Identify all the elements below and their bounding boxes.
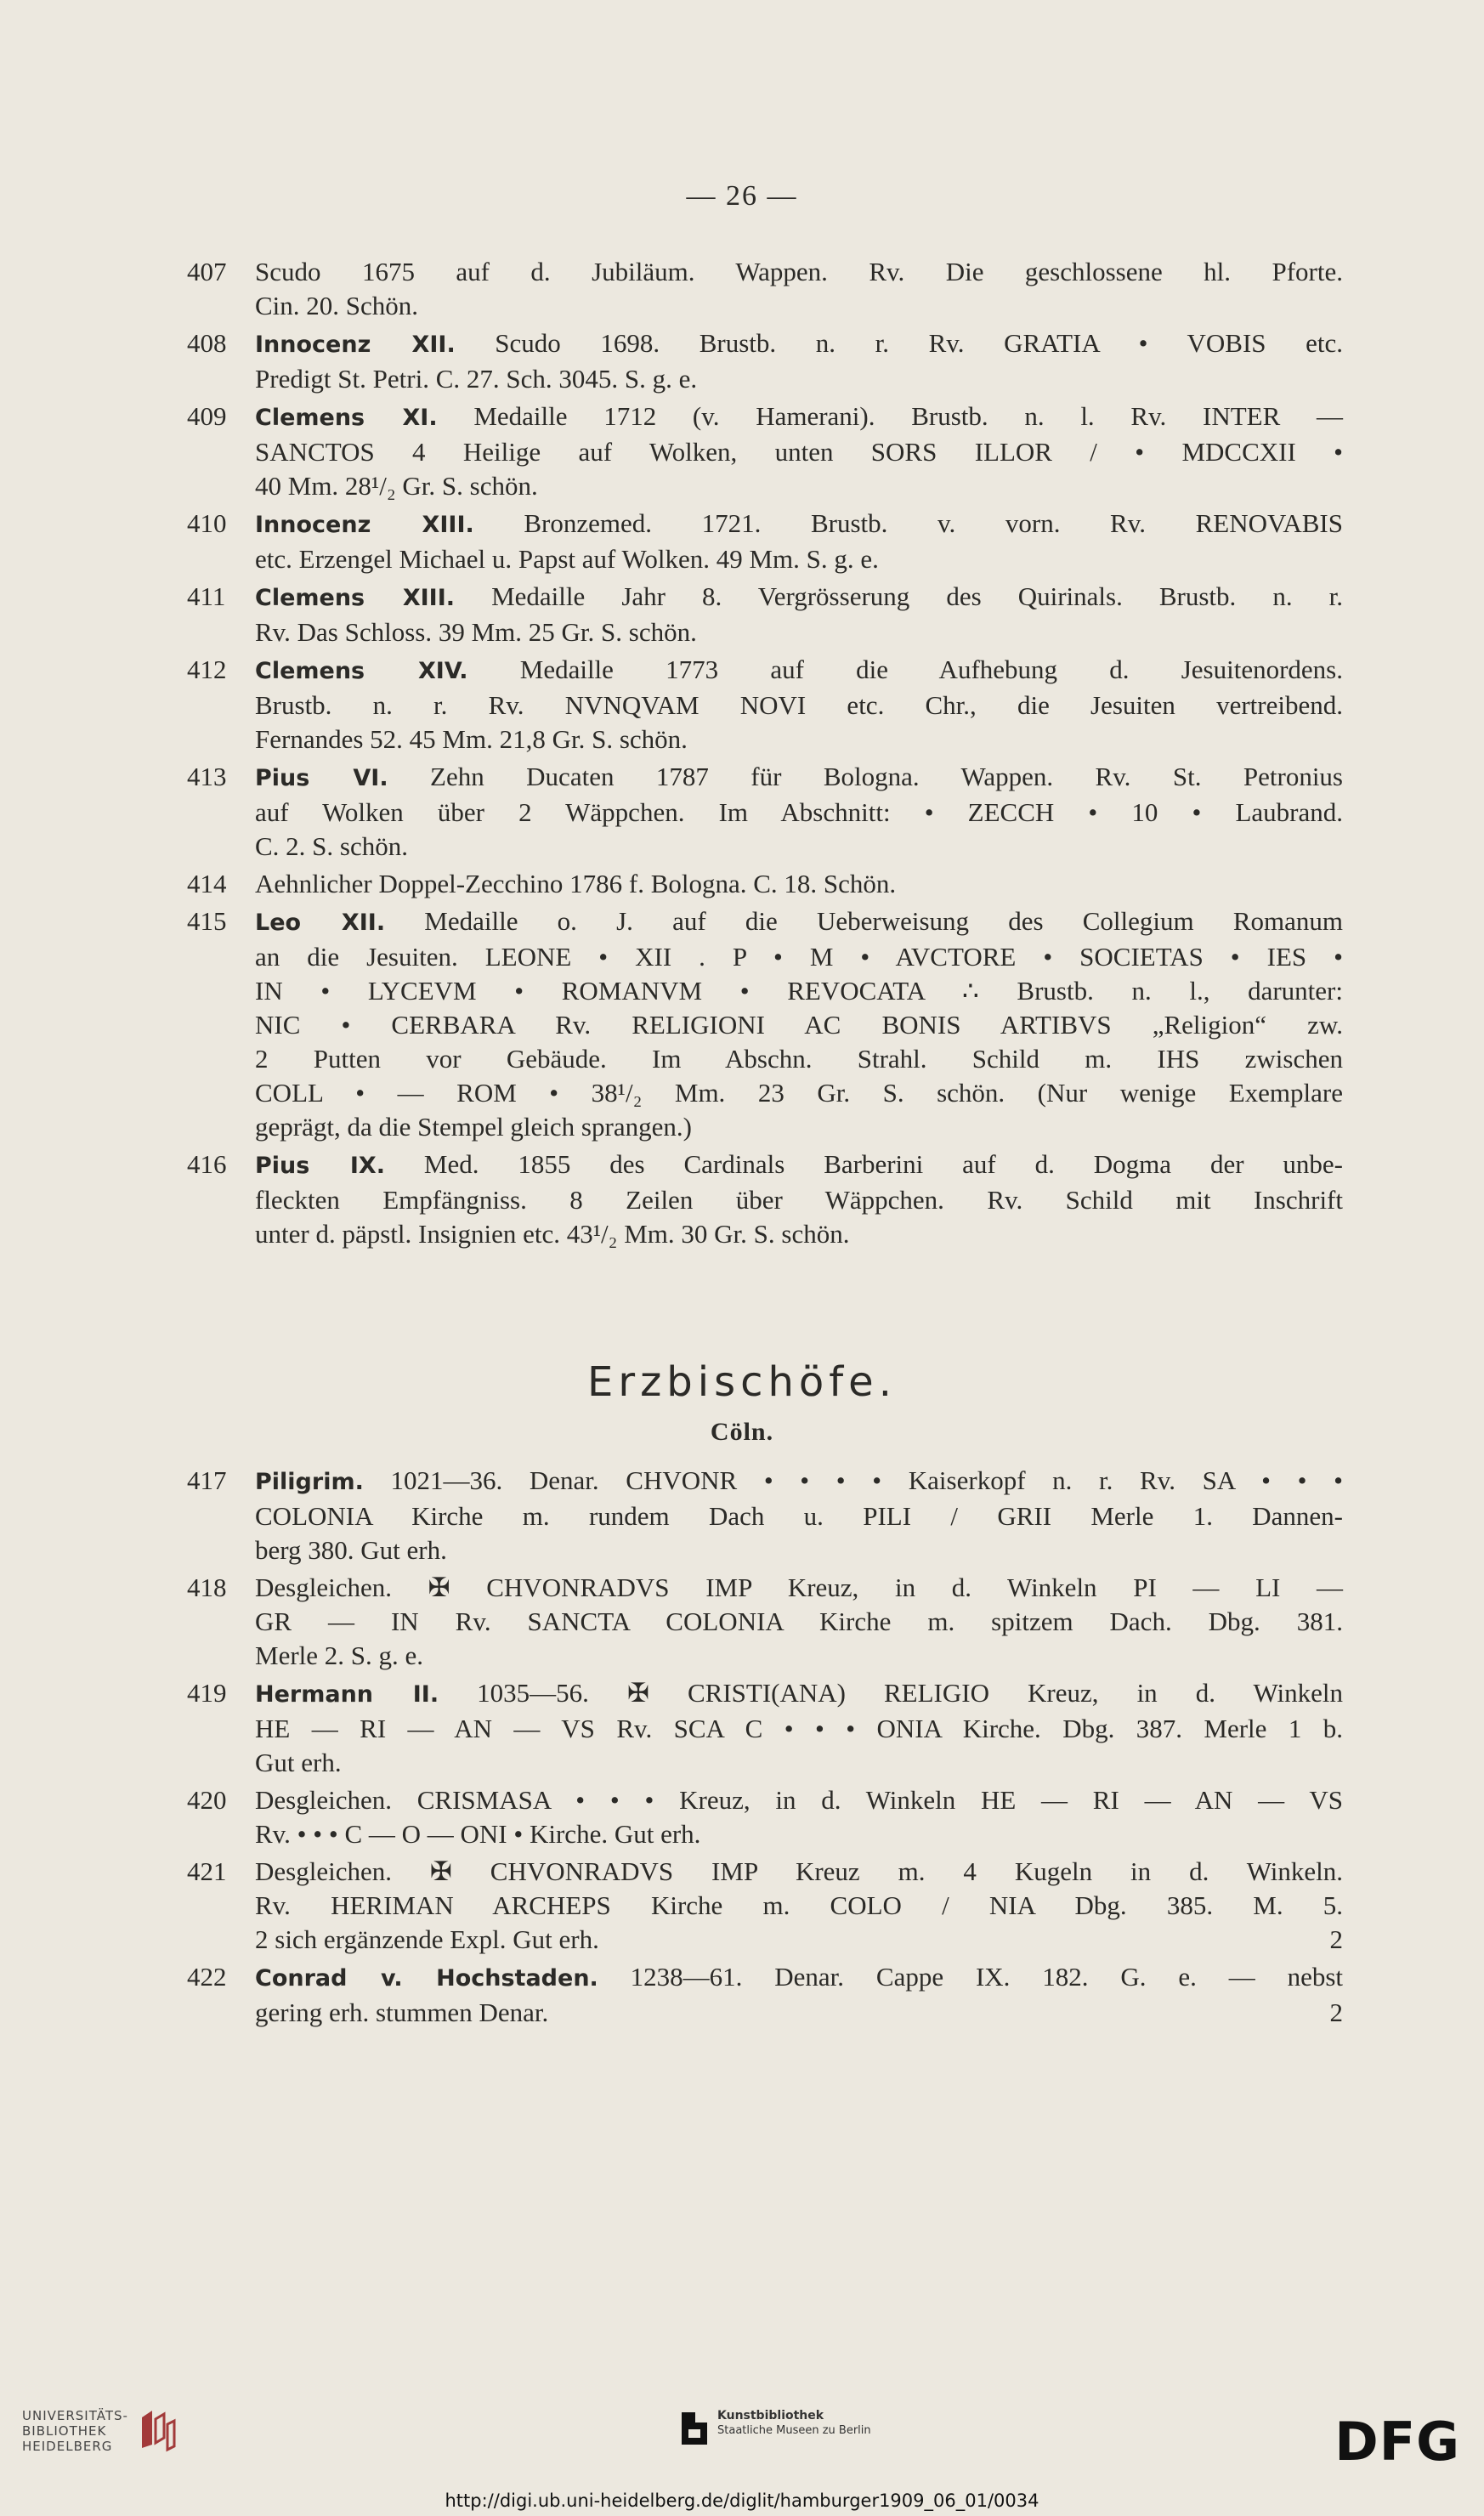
entry-line bbox=[255, 542, 1343, 576]
entry-number: 419 bbox=[187, 1678, 227, 1708]
entry-text: Predigt St. Petri. C. 27. Sch. 3045. S. g. e. bbox=[255, 364, 698, 394]
entry-text: Gut erh. bbox=[255, 1748, 342, 1777]
entry-line bbox=[255, 580, 1343, 615]
entry-line bbox=[255, 1923, 1343, 1957]
entry-line bbox=[255, 1217, 1343, 1251]
entry-line bbox=[255, 507, 1343, 542]
source-url[interactable]: http://digi.ub.uni-heidelberg.de/diglit/hamburger1909_06_01/0034 bbox=[445, 2490, 1039, 2511]
entry-heading: Clemens XI. bbox=[255, 405, 438, 431]
entry-line bbox=[255, 796, 1343, 830]
entry-line bbox=[255, 1712, 1343, 1746]
entry-text: Cin. 20. Schön. bbox=[255, 291, 419, 320]
catalog-entry bbox=[187, 904, 1344, 1144]
entry-text: Fernandes 52. 45 Mm. 21,8 Gr. S. schön. bbox=[255, 724, 688, 754]
entry-text: Medaille Jahr 8. Vergrösserung des Quirinals. Brustb. n. r. bbox=[455, 581, 1344, 611]
entry-line bbox=[255, 1076, 1343, 1110]
entry-number: 413 bbox=[187, 762, 227, 791]
kunstbibliothek-logo bbox=[680, 2409, 871, 2446]
entry-number: 408 bbox=[187, 328, 227, 358]
entry-text: 2 Putten vor Gebäude. Im Abschn. Strahl. Schild m. IHS zwischen bbox=[255, 1044, 1343, 1074]
entry-number: 410 bbox=[187, 508, 227, 538]
university-library-logo bbox=[22, 2406, 179, 2456]
catalog-entry bbox=[187, 867, 1343, 901]
entry-text: fleckten Empfängniss. 8 Zeilen über Wäppchen. Rv. Schild mit Inschrift bbox=[255, 1185, 1343, 1215]
entry-line bbox=[255, 1960, 1343, 1996]
entry-text: COLL • — ROM • 38¹/₂ Mm. 23 Gr. S. schön. (Nur wenige Exemplare bbox=[255, 1078, 1343, 1108]
entry-line bbox=[255, 904, 1343, 940]
catalog-entry bbox=[187, 1783, 1343, 1851]
entry-number: 415 bbox=[187, 906, 227, 936]
entry-text: Desgleichen. ✠ CHVONRADVS IMP Kreuz, in d. Winkeln PI — LI — bbox=[255, 1572, 1343, 1602]
entry-heading: Hermann II. bbox=[255, 1681, 439, 1708]
entry-number: 409 bbox=[187, 401, 227, 431]
entry-text: 1035—56. ✠ CRISTI(ANA) RELIGIO Kreuz, in d. Winkeln bbox=[439, 1678, 1343, 1708]
entry-line bbox=[255, 1676, 1343, 1712]
entry-text: Medaille 1712 (v. Hamerani). Brustb. n. l. Rv. INTER — bbox=[437, 401, 1343, 431]
entry-text: an die Jesuiten. LEONE • XII . P • M • AVCTORE • SOCIETAS • IES • bbox=[255, 942, 1343, 972]
entry-text: Scudo 1698. Brustb. n. r. Rv. GRATIA • VOBIS etc. bbox=[455, 328, 1343, 358]
entry-text: auf Wolken über 2 Wäppchen. Im Abschnitt: • ZECCH • 10 • Laubrand. bbox=[255, 797, 1343, 827]
entry-text: Desgleichen. CRISMASA • • • Kreuz, in d. Winkeln HE — RI — AN — VS bbox=[255, 1785, 1343, 1815]
entry-text: Merle 2. S. g. e. bbox=[255, 1640, 424, 1670]
entry-text: 1238—61. Denar. Cappe IX. 182. G. e. — nebst bbox=[598, 1962, 1344, 1992]
entry-line bbox=[255, 830, 1343, 864]
entry-text: Brustb. n. r. Rv. NVNQVAM NOVI etc. Chr., die Jesuiten vertreibend. bbox=[255, 690, 1343, 720]
entry-text: gering erh. stummen Denar. bbox=[255, 1998, 549, 2027]
entry-line bbox=[255, 1148, 1343, 1183]
catalog-entries bbox=[187, 255, 1344, 1255]
entry-number: 422 bbox=[187, 1962, 227, 1992]
entry-line bbox=[255, 940, 1343, 974]
entry-line bbox=[255, 435, 1343, 469]
entry-line bbox=[255, 1008, 1343, 1042]
entry-heading: Leo XII. bbox=[255, 910, 386, 936]
entry-number: 414 bbox=[187, 869, 227, 898]
entry-line bbox=[255, 1464, 1343, 1499]
entry-text: NIC • CERBARA Rv. RELIGIONI AC BONIS ARTIBVS „Religion“ zw. bbox=[255, 1010, 1343, 1040]
entry-line bbox=[255, 760, 1343, 796]
catalog-entry bbox=[187, 653, 1343, 756]
kunstbibliothek-mark-icon bbox=[680, 2409, 709, 2446]
heidelberg-logo-icon bbox=[135, 2406, 179, 2456]
entry-line bbox=[255, 653, 1343, 688]
entry-line bbox=[255, 1499, 1343, 1533]
entry-heading: Conrad v. Hochstaden. bbox=[255, 1965, 598, 1992]
kunstbibliothek-text: Kunstbibliothek Staatliche Museen zu Berlin bbox=[717, 2409, 871, 2437]
entry-text: Rv. Das Schloss. 39 Mm. 25 Gr. S. schön. bbox=[255, 617, 697, 647]
entry-text: COLONIA Kirche m. rundem Dach u. PILI / GRII Merle 1. Dannen- bbox=[255, 1501, 1343, 1531]
entry-text: Bronzemed. 1721. Brustb. v. vorn. Rv. RENOVABIS bbox=[473, 508, 1343, 538]
entry-text: IN • LYCEVM • ROMANVM • REVOCATA ∴ Brustb. n. l., darunter: bbox=[255, 976, 1343, 1006]
entry-number: 416 bbox=[187, 1149, 227, 1179]
section-title: Erzbischöfe. bbox=[587, 1358, 897, 1406]
catalog-entry bbox=[187, 1148, 1344, 1251]
entry-line bbox=[255, 974, 1343, 1008]
entry-line bbox=[255, 688, 1343, 722]
entry-line bbox=[255, 1605, 1343, 1639]
entry-line bbox=[255, 255, 1343, 289]
catalog-entry bbox=[187, 760, 1343, 864]
entry-line bbox=[255, 1996, 1343, 2030]
entry-heading: Piligrim. bbox=[255, 1469, 364, 1495]
catalog-entry bbox=[187, 400, 1343, 503]
entry-line bbox=[255, 400, 1343, 435]
entry-text: GR — IN Rv. SANCTA COLONIA Kirche m. spitzem Dach. Dbg. 381. bbox=[255, 1606, 1343, 1636]
entry-number: 418 bbox=[187, 1572, 227, 1602]
page-number: — 26 — bbox=[686, 180, 798, 212]
university-library-text: UNIVERSITÄTS- BIBLIOTHEK HEIDELBERG bbox=[22, 2408, 128, 2454]
entry-heading: Innocenz XII. bbox=[255, 332, 456, 358]
entry-number: 417 bbox=[187, 1465, 227, 1495]
entry-text: Desgleichen. ✠ CHVONRADVS IMP Kreuz m. 4 Kugeln in d. Winkeln. bbox=[255, 1856, 1343, 1886]
entry-line bbox=[255, 1183, 1343, 1217]
entry-line bbox=[255, 1817, 1343, 1851]
entry-quantity: 2 bbox=[1329, 1998, 1343, 2027]
catalog-entry bbox=[187, 1855, 1343, 1957]
entry-text: Zehn Ducaten 1787 für Bologna. Wappen. Rv. St. Petronius bbox=[388, 762, 1343, 791]
catalog-entry bbox=[187, 326, 1343, 396]
entry-line bbox=[255, 326, 1343, 362]
entry-text: unter d. päpstl. Insignien etc. 43¹/₂ Mm. 30 Gr. S. schön. bbox=[255, 1219, 850, 1249]
entry-quantity: 2 bbox=[1329, 1924, 1343, 1954]
entry-line bbox=[255, 1571, 1343, 1605]
entry-line bbox=[255, 1042, 1343, 1076]
catalog-entry bbox=[187, 580, 1344, 649]
entry-text: Medaille o. J. auf die Ueberweisung des Collegium Romanum bbox=[385, 906, 1344, 936]
entry-line bbox=[255, 1110, 1343, 1144]
entry-line bbox=[255, 615, 1343, 649]
entry-line bbox=[255, 867, 1343, 901]
entry-text: 1021—36. Denar. CHVONR • • • • Kaiserkopf n. r. Rv. SA • • • bbox=[363, 1465, 1343, 1495]
catalog-entry bbox=[187, 1960, 1344, 2030]
entry-number: 421 bbox=[187, 1856, 227, 1886]
entry-line bbox=[255, 469, 1343, 503]
entry-text: berg 380. Gut erh. bbox=[255, 1535, 447, 1565]
entry-heading: Clemens XIII. bbox=[255, 585, 456, 611]
entry-line bbox=[255, 1533, 1343, 1567]
entry-line bbox=[255, 1746, 1343, 1780]
entry-line bbox=[255, 1783, 1343, 1817]
catalog-entry bbox=[187, 1464, 1343, 1567]
entry-text: Scudo 1675 auf d. Jubiläum. Wappen. Rv. Die geschlossene hl. Pforte. bbox=[255, 257, 1343, 286]
entry-line bbox=[255, 722, 1343, 756]
entry-text: Rv. HERIMAN ARCHEPS Kirche m. COLO / NIA Dbg. 385. M. 5. bbox=[255, 1890, 1343, 1920]
dfg-logo: DFG bbox=[1334, 2411, 1460, 2473]
entry-line bbox=[255, 1855, 1343, 1889]
entry-heading: Pius IX. bbox=[255, 1153, 386, 1179]
entry-text: C. 2. S. schön. bbox=[255, 831, 408, 861]
entry-text: Aehnlicher Doppel-Zecchino 1786 f. Bologna. C. 18. Schön. bbox=[255, 869, 897, 898]
entry-heading: Pius VI. bbox=[255, 765, 388, 791]
catalog-entry bbox=[187, 1571, 1343, 1673]
catalog-entry bbox=[187, 255, 1343, 323]
entry-text: 40 Mm. 28¹/₂ Gr. S. schön. bbox=[255, 471, 538, 501]
entry-line bbox=[255, 289, 1343, 323]
entry-number: 420 bbox=[187, 1785, 227, 1815]
entry-heading: Innocenz XIII. bbox=[255, 512, 474, 538]
entry-number: 411 bbox=[187, 581, 226, 611]
entry-text: Medaille 1773 auf die Aufhebung d. Jesuitenordens. bbox=[467, 654, 1343, 684]
entry-line bbox=[255, 1639, 1343, 1673]
entry-number: 412 bbox=[187, 654, 227, 684]
entry-text: SANCTOS 4 Heilige auf Wolken, unten SORS ILLOR / • MDCCXII • bbox=[255, 437, 1343, 467]
entry-text: geprägt, da die Stempel gleich sprangen.) bbox=[255, 1112, 692, 1142]
entry-line bbox=[255, 1889, 1343, 1923]
entry-text: Med. 1855 des Cardinals Barberini auf d. Dogma der unbe- bbox=[385, 1149, 1344, 1179]
entry-text: etc. Erzengel Michael u. Papst auf Wolken. 49 Mm. S. g. e. bbox=[255, 544, 879, 574]
entry-heading: Clemens XIV. bbox=[255, 658, 468, 684]
catalog-entries-cologne bbox=[187, 1464, 1344, 2033]
entry-number: 407 bbox=[187, 257, 227, 286]
entry-text: HE — RI — AN — VS Rv. SCA C • • • ONIA Kirche. Dbg. 387. Merle 1 b. bbox=[255, 1714, 1343, 1743]
entry-text: 2 sich ergänzende Expl. Gut erh. bbox=[255, 1924, 599, 1954]
entry-line bbox=[255, 362, 1343, 396]
catalog-entry bbox=[187, 1676, 1343, 1780]
section-subtitle: Cöln. bbox=[710, 1418, 774, 1446]
entry-text: Rv. • • • C — O — ONI • Kirche. Gut erh. bbox=[255, 1819, 701, 1849]
catalog-entry bbox=[187, 507, 1343, 576]
